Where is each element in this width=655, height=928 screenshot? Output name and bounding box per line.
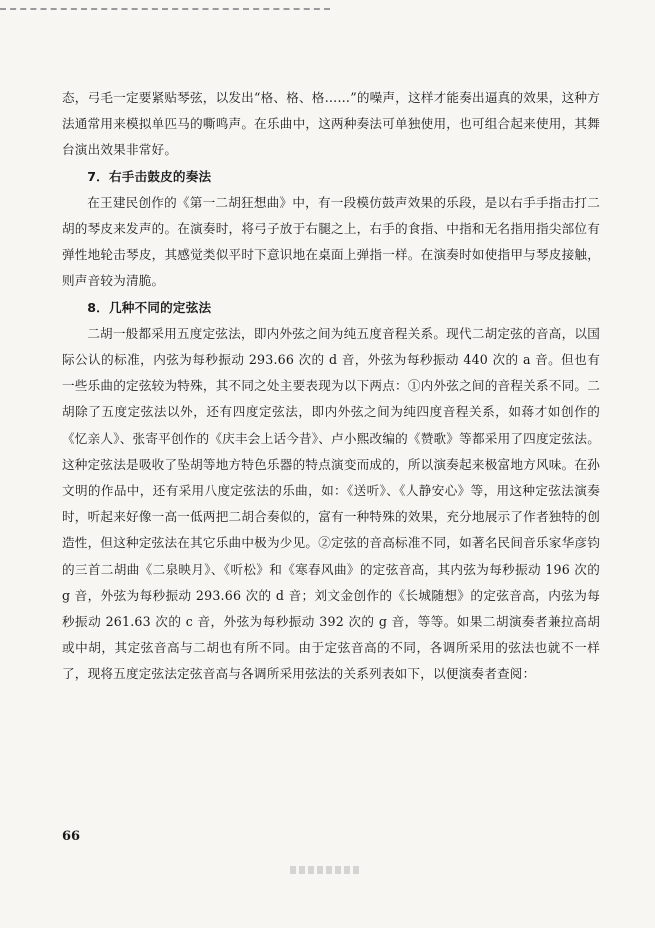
paragraph-1: 态，弓毛一定要紧贴琴弦，以发出“格、格、格……”的噪声，这样才能奏出逼真的效果，这种方法通常用来模拟单匹马的嘶鸣声。在乐曲中，这两种奏法可单独使用，也可组合起来使用，其舞台演出效果非常好。 bbox=[62, 90, 600, 158]
paragraph-2: 在王建民创作的《第一二胡狂想曲》中，有一段模仿鼓声效果的乐段，是以右手手指击打二胡的琴皮来发声的。在演奏时，将弓子放于右腿之上，右手的食指、中指和无名指用指尖部位有弹性地轮击琴皮，其感觉类似平时下意识地在桌面上弹指一样。在演奏时如使指甲与琴皮接触，则声音较为清脆。 bbox=[62, 194, 600, 289]
page-body bbox=[62, 85, 600, 688]
footer-mark bbox=[290, 866, 362, 874]
paragraph-3: 二胡一般都采用五度定弦法，即内外弦之间为纯五度音程关系。现代二胡定弦的音高，以国际公认的标准，内弦为每秒振动 293.66 次的 d 音，外弦为每秒振动 440 次的 a 音。但也有一些乐曲的定弦较为特殊，其不同之处主要表现为以下两点：①内外弦之间的音程关系不同。二胡除了五度定弦法以外，还有四度定弦法，即内外弦之间为纯四度音程关系，如蒋才如创作的《忆亲人》、张寄平创作的《庆丰会上话今昔》、卢小熙改编的《赞歌》等都采用了四度定弦法。这种定弦法是吸收了坠胡等地方特色乐器的特点演变而成的，所以演奏起来极富地方风味。在孙文明的作品中，还有采用八度定弦法的乐曲，如：《送听》、《人静安心》等，用这种定弦法演奏时，听起来好像一高一低两把二胡合奏似的，富有一种特殊的效果，充分地展示了作者独特的创造性，但这种定弦法在其它乐曲中极为少见。②定弦的音高标准不同，如著名民间音乐家华彦钧的三首二胡曲《二泉映月》、《听松》和《寒春风曲》的定弦音高，其内弦为每秒振动 196 次的 g 音，外弦为每秒振动 293.66 次的 d 音；刘文金创作的《长城随想》的定弦音高，内弦为每秒振动 261.63 次的 c 音，外弦为每秒振动 392 次的 g 音，等等。如果二胡演奏者兼拉高胡或中胡，其定弦音高与二胡也有所不同。由于定弦音高的不同，各调所采用的弦法也就不一样了，现将五度定弦法定弦音高与各调所采用弦法的关系列表如下，以便演奏者查阅： bbox=[62, 325, 600, 682]
section-heading-8: 8．几种不同的定弦法 bbox=[87, 299, 212, 315]
section-heading-7: 7．右手击鼓皮的奏法 bbox=[87, 168, 212, 184]
page-number: 66 bbox=[62, 829, 81, 844]
header-rule bbox=[0, 8, 330, 10]
